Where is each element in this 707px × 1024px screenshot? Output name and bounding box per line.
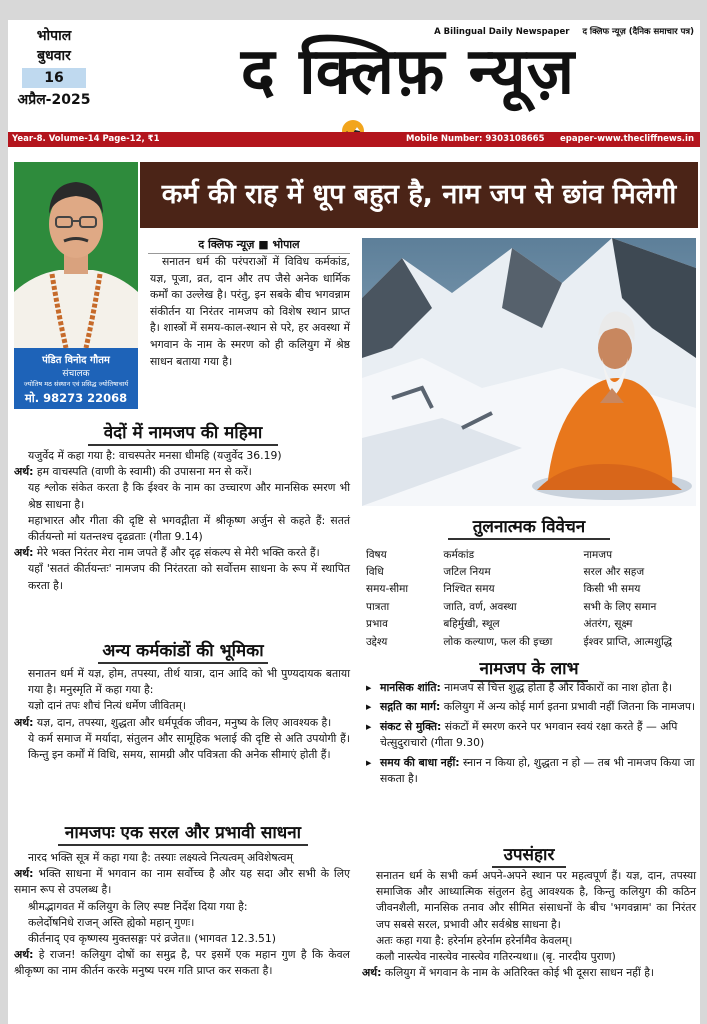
city: भोपाल	[36, 28, 72, 44]
table-cell: जटिल नियम	[443, 566, 491, 579]
conclusion-p3: कलौ नास्त्येव नास्त्येव नास्त्येव गतिरन्यथा॥ (बृ. नारदीय पुराण)	[376, 950, 616, 964]
author-phone: मो. 98273 22068	[24, 391, 128, 405]
conclusion-p4: कलियुग में भगवान के नाम के अतिरिक्त कोई भी दूसरा साधन नहीं है।	[381, 966, 655, 980]
conclusion-p2: अतः कहा गया है: हरेर्नाम हरेर्नाम हरेर्नामैव केवलम्।	[376, 933, 573, 947]
sec3-p2: भक्ति साधना में भगवान का नाम सर्वोच्च है और यह सदा और सभी के लिए समान रूप से उपलब्ध है।	[14, 867, 350, 897]
table-cell: उद्देश्य	[366, 635, 388, 648]
masthead-logo: द क्लिफ़ न्यूज़	[240, 35, 576, 109]
sec1-p2: हम वाचस्पति (वाणी के स्वामी) की उपासना मन से करें।	[33, 465, 252, 479]
sec3-p6-label: अर्थ:	[14, 948, 34, 962]
author-photo	[14, 162, 138, 348]
table-cell: नामजप	[583, 548, 613, 561]
table-row	[364, 633, 698, 650]
conclusion-body	[362, 868, 696, 981]
author-info	[14, 348, 138, 409]
benefit-text: संकटों में स्मरण करने पर भगवान स्वयं रक्षा करते हैं — अपि चेत्सुदुराचारो (गीता 9.30)	[380, 719, 678, 750]
benefit-label: मानसिक शांति:	[380, 681, 441, 694]
sec1-p3: यह श्लोक संकेत करता है कि ईश्वर के नाम का उच्चारण और मानसिक स्मरण भी श्रेष्ठ साधना है।	[28, 481, 350, 511]
benefit-label: संकट से मुक्ति:	[380, 719, 442, 733]
benefit-text: स्नान न किया हो, शुद्धता न हो — तब भी नामजप किया जा सकता है।	[380, 755, 695, 786]
sec1-p2-label: अर्थ:	[14, 465, 34, 479]
table-cell: प्रभाव	[366, 618, 388, 631]
date-block	[14, 26, 94, 110]
table-row	[364, 581, 698, 598]
sec1-p5-label: अर्थ:	[14, 546, 34, 560]
sec3-body	[14, 850, 350, 980]
table-cell: अंतरंग, सूक्ष्म	[583, 618, 633, 631]
sec2-p2: यज्ञो दानं तपः शौचं नित्यं धर्मेण जीवितम्।	[28, 699, 186, 713]
table-cell: बहिर्मुखी, स्थूल	[443, 618, 500, 631]
list-item	[364, 719, 698, 752]
sec3-p3: श्रीमद्भागवत में कलियुग के लिए स्पष्ट निर्देश दिया गया है:	[28, 899, 248, 913]
table-cell: किसी भी समय	[583, 583, 641, 596]
benefit-label: समय की बाधा नहीं:	[380, 755, 460, 769]
sage-photo	[362, 238, 696, 506]
benefits-title: नामजप के लाभ	[470, 656, 588, 682]
table-row	[364, 616, 698, 633]
author-name: पंडित विनोद गौतम	[42, 355, 110, 366]
sec3-p4: कलेर्दोषनिधे राजन् अस्ति ह्येको महान् गुणः।	[28, 915, 195, 929]
sec2-p4: ये कर्म समाज में मर्यादा, संतुलन और सामूहिक भलाई की दृष्टि से अति उपयोगी हैं। किन्तु इन कर्मों में विधि, समय, सामग्री और पवित्रता की अनेक सीमाएं होती हैं।	[28, 731, 350, 762]
byline: द क्लिफ न्यूज़ ■ भोपाल	[148, 237, 350, 254]
day: 16	[22, 68, 86, 88]
sec1-p6: यहाँ 'सततं कीर्तयन्तः' नामजप की निरंतरता को सर्वोत्तम साधना के रूप में स्थापित करता है।	[28, 562, 350, 592]
conclusion-title: उपसंहार	[492, 842, 566, 868]
table-cell: ईश्वर प्राप्ति, आत्मशुद्धि	[583, 635, 673, 648]
comparison-title: तुलनात्मक विवेचन	[448, 514, 610, 540]
sec3-title: नामजपः एक सरल और प्रभावी साधना	[58, 820, 308, 846]
benefit-text: नामजप से चित्त शुद्ध होता है और विकारों का नाश होता है।	[440, 681, 673, 694]
headline: कर्म की राह में धूप बहुत है, नाम जप से छांव मिलेगी	[140, 162, 698, 228]
edition-info: Year-8. Volume-14 Page-12, ₹1	[12, 134, 160, 144]
table-cell: जाति, वर्ण, अवस्था	[443, 600, 517, 613]
conclusion-p1: सनातन धर्म के सभी कर्म अपने-अपने स्थान पर महत्वपूर्ण हैं। यज्ञ, दान, तपस्या समाजिक और आध्यात्मिक संतुलन हेतु आवश्यक है, किन्तु कलियुग की कठिन जीवनशैली, मानसिक तनाव और सीमित संसाधनों के बीच 'भगवन्नाम' का निरंतर जप सबसे सरल, प्रभावी और सर्वश्रेष्ठ साधना है।	[376, 869, 696, 931]
sec3-p5: कीर्तनाद् एव कृष्णस्य मुक्तसङ्गः परं व्रजेत॥ (भागवत 12.3.51)	[28, 932, 276, 946]
sec1-body	[14, 448, 350, 594]
benefit-text: कलियुग में अन्य कोई मार्ग इतना प्रभावी नहीं जितना कि नामजप।	[440, 700, 696, 714]
benefits-list	[364, 680, 698, 790]
table-row	[364, 563, 698, 580]
list-item	[364, 680, 698, 696]
intro-paragraph: सनातन धर्म की परंपराओं में विविध कर्मकांड, यज्ञ, पूजा, व्रत, दान और तप जैसे अनेक धार्मिक कर्मों का उल्लेख है। परंतु, इन सबके बीच भगवन्नाम संकीर्तन या निरंतर नामजप को विशेष स्थान प्राप्त है। शास्त्रों में समय-काल-स्थान से परे, हर अवस्था में भगवान के नाम के स्मरण को ही कलियुग में श्रेष्ठ साधन बताया गया है।	[150, 255, 350, 368]
sec3-p2-label: अर्थ:	[14, 867, 34, 881]
conclusion-p4-label: अर्थ:	[362, 966, 382, 980]
comparison-table	[364, 546, 698, 650]
sec1-p1: यजुर्वेद में कहा गया है: वाचस्पतेर मनसा धीमहि (यजुर्वेद 36.19)	[28, 449, 282, 462]
sec1-p5: मेरे भक्त निरंतर मेरा नाम जपते हैं और दृढ़ संकल्प से मेरी भक्ति करते हैं।	[33, 546, 320, 560]
table-cell: समय-सीमा	[366, 583, 409, 596]
month-year: अप्रैल-2025	[17, 92, 91, 108]
sec3-p6: हे राजन! कलियुग दोषों का समुद्र है, पर इसमें एक महान गुण है कि केवल श्रीकृष्ण का नाम कीर्तन करके मनुष्य परम गति प्राप्त कर सकता है।	[14, 948, 350, 978]
edition-bar	[8, 132, 700, 147]
sec1-title: वेदों में नामजप की महिमा	[88, 420, 278, 446]
tagline-hi: द क्लिफ न्यूज़ (दैनिक समाचार पत्र)	[582, 27, 694, 37]
sec2-body	[14, 666, 350, 763]
sec2-p3: यज्ञ, दान, तपस्या, शुद्धता और धर्मपूर्वक जीवन, मनुष्य के लिए आवश्यक है।	[33, 715, 332, 729]
list-item	[364, 755, 698, 788]
table-row	[364, 546, 698, 563]
table-cell: विषय	[366, 548, 387, 561]
sec2-p1: सनातन धर्म में यज्ञ, होम, तपस्या, तीर्थ यात्रा, दान आदि को भी पुण्यदायक बताया गया है। मनुस्मृति में कहा गया है:	[28, 667, 350, 697]
table-cell: कर्मकांड	[443, 548, 475, 561]
table-cell: पात्रता	[366, 600, 390, 613]
benefit-label: सद्गति का मार्ग:	[380, 700, 441, 714]
sec2-title: अन्य कर्मकांडों की भूमिका	[98, 638, 268, 664]
newspaper-page	[8, 20, 700, 1024]
sec3-p1: नारद भक्ति सूत्र में कहा गया है: तस्याः लक्ष्यत्वे नित्यत्वम् अविशेषत्वम्	[28, 851, 293, 864]
table-row	[364, 598, 698, 615]
table-cell: लोक कल्याण, फल की इच्छा	[443, 635, 553, 648]
epaper-link[interactable]: epaper-www.thecliffnews.in	[560, 134, 694, 144]
author-role: संचालक	[62, 369, 90, 379]
list-item	[364, 699, 698, 715]
mobile-number: Mobile Number: 9303108665	[406, 134, 545, 144]
table-cell: सभी के लिए समान	[583, 600, 657, 613]
table-cell: सरल और सहज	[583, 566, 645, 579]
table-cell: विधि	[366, 566, 384, 579]
author-org: ज्योतिष मठ संस्थान एवं प्रसिद्ध ज्योतिषाचार्य	[23, 380, 129, 388]
weekday: बुधवार	[37, 48, 71, 64]
sec2-p3-label: अर्थ:	[14, 715, 34, 729]
table-cell: निश्चित समय	[443, 583, 495, 596]
tagline-en: A Bilingual Daily Newspaper	[434, 27, 570, 37]
sec1-p4: महाभारत और गीता की दृष्टि से भगवद्गीता में श्रीकृष्ण अर्जुन से कहते हैं: सततं कीर्तयन्तो मां यतन्तश्च दृढव्रताः (गीता 9.14)	[28, 513, 350, 544]
